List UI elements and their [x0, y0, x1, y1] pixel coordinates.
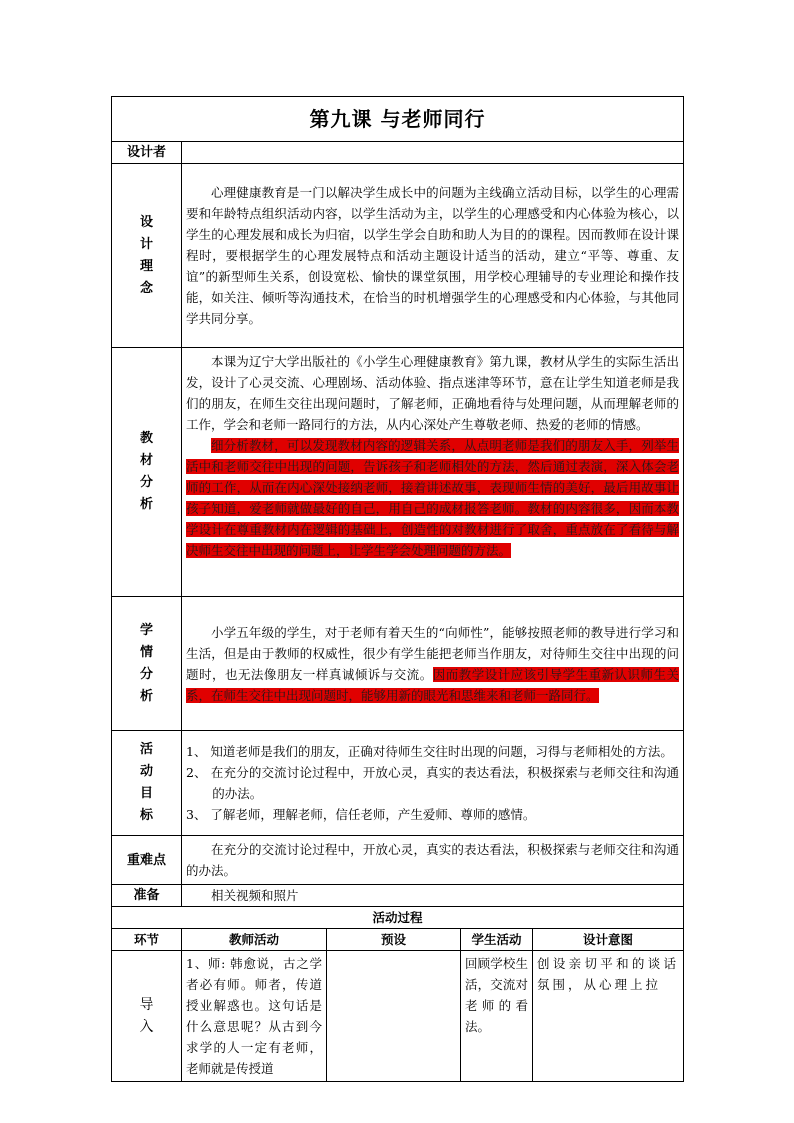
goals-label: 活 动 目 标	[112, 731, 182, 836]
concept-label: 设 计 理 念	[112, 164, 182, 348]
prep-text: 相关视频和照片	[182, 885, 684, 907]
col-header-teacher: 教师活动	[182, 929, 327, 951]
col-header-intent: 设计意图	[533, 929, 684, 951]
students-text: 小学五年级的学生，对于老师有着天生的“向师性”，能够按照老师的教导进行学习和生活，但是由于教师的权威性，很少有学生能把老师当作朋友，对待师生交往中出现的问题时，也无法像朋友一样真诚倾诉与交流。因而教学设计应该引导学生重新认识师生关系，在师生交往中出现问题时，能够用新的眼光和思维来和老师一路同行。	[182, 597, 684, 731]
lesson-plan-table	[111, 96, 684, 1082]
students-label: 学 情 分 析	[112, 597, 182, 731]
students-highlight: 因而教学设计应该引导学生重新认识师生关系，在师生交往中出现问题时，能够用新的眼光和思维来和老师一路同行。	[186, 666, 680, 703]
lesson-title: 第九课 与老师同行	[112, 97, 684, 142]
designer-value	[182, 142, 684, 164]
concept-text: 心理健康教育是一门以解决学生成长中的问题为主线确立活动目标，以学生的心理需要和年龄特点组织活动内容，以学生活动为主，以学生的心理感受和内心体验为核心，以学生的心理发展和成长为归宿，以学生学会自助和助人为目的的课程。因而教师在设计课程时，要根据学生的心理发展特点和活动主题设计适当的活动，建立“平等、尊重、友谊”的新型师生关系，创设宽松、愉快的课堂氛围，用学校心理辅导的专业理论和操作技能，如关注、倾听等沟通技术，在恰当的时机增强学生的心理感受和内心体验，与其他同学共同分享。	[182, 164, 684, 348]
table-row	[112, 951, 684, 1082]
stage-label: 导 入	[112, 951, 182, 1082]
process-heading: 活动过程	[112, 907, 684, 929]
col-header-stage: 环节	[112, 929, 182, 951]
goal-item: 2、 在充分的交流讨论过程中，开放心灵，真实的表达看法，积极探索与老师交往和沟通的办法。	[186, 765, 680, 801]
goals-list	[182, 731, 684, 836]
designer-label: 设计者	[112, 142, 182, 164]
col-header-preset: 预设	[327, 929, 461, 951]
goal-item: 3、 了解老师，理解老师，信任老师，产生爱师、尊师的感情。	[186, 807, 536, 822]
design-intent: 创设亲切平和的谈话氛围，从心理上拉	[533, 951, 684, 1082]
key-points-text: 在充分的交流讨论过程中，开放心灵，真实的表达看法，积极探索与老师交往和沟通的办法。	[182, 836, 684, 885]
goal-item: 1、 知道老师是我们的朋友，正确对待师生交往时出现的问题，习得与老师相处的方法。	[186, 744, 673, 759]
material-label: 教 材 分 析	[112, 348, 182, 597]
col-header-student: 学生活动	[461, 929, 533, 951]
key-points-label: 重难点	[112, 836, 182, 885]
student-activity: 回顾学校生活，交流对老师的看法。	[461, 951, 533, 1082]
preset-cell	[327, 951, 461, 1082]
material-text: 本课为辽宁大学出版社的《小学生心理健康教育》第九课，教材从学生的实际生活出发，设计了心灵交流、心理剧场、活动体验、指点迷津等环节，意在让学生知道老师是我们的朋友，在师生交往出现问题时，了解老师，正确地看待与处理问题，从而理解老师的工作，学会和老师一路同行的方法，从内心深处产生尊敬老师、热爱的老师的情感。 细分析教材，可以发现教材内容的逻辑关系，从点明老师是我们的朋友入手，列举生活中和老师交往中出现的问题，告诉孩子和老师相处的方法，然后通过表演，深入体会老师的工作，从而在内心深处接纳老师，接着讲述故事，表现师生情的美好，最后用故事让孩子知道，爱老师就做最好的自己，用自己的成材报答老师。教材的内容很多，因而本教学设计在尊重教材内在逻辑的基础上，创造性的对教材进行了取舍，重点放在了看待与解决师生交往中出现的问题上，让学生学会处理问题的方法。	[182, 348, 684, 597]
lesson-plan-page	[111, 96, 683, 1082]
prep-label: 准备	[112, 885, 182, 907]
teacher-activity: 1、师: 韩愈说，古之学者必有师。师者，传道授业解惑也。这句话是什么意思呢？从古到今求学的人一定有老师，老师就是传授道	[182, 951, 327, 1082]
material-highlight: 细分析教材，可以发现教材内容的逻辑关系，从点明老师是我们的朋友入手，列举生活中和老师交往中出现的问题，告诉孩子和老师相处的方法，然后通过表演，深入体会老师的工作，从而在内心深处接纳老师，接着讲述故事，表现师生情的美好，最后用故事让孩子知道，爱老师就做最好的自己，用自己的成材报答老师。教材的内容很多，因而本教学设计在尊重教材内在逻辑的基础上，创造性的对教材进行了取舍，重点放在了看待与解决师生交往中出现的问题上，让学生学会处理问题的方法。	[186, 438, 680, 558]
